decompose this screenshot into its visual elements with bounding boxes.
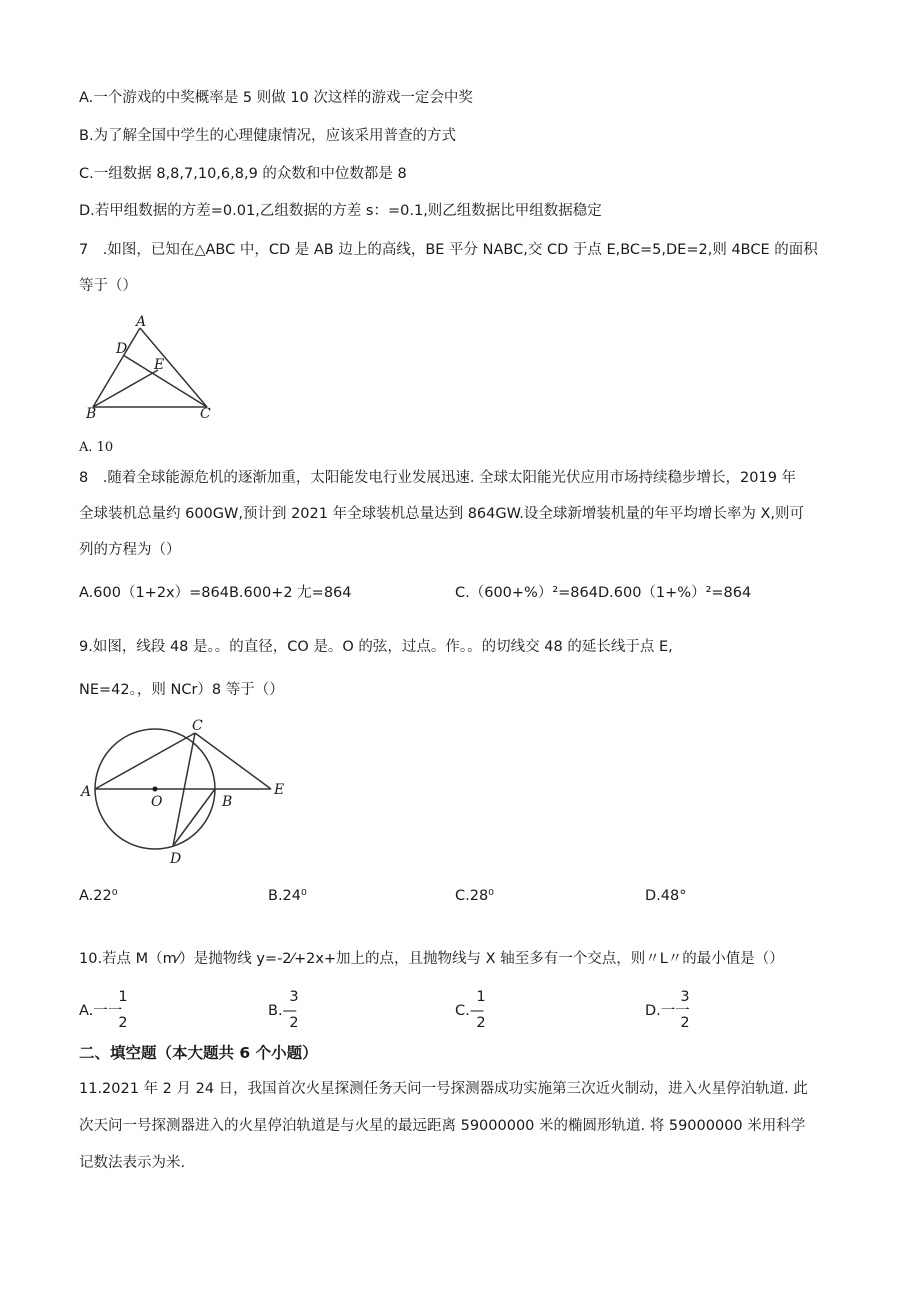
q9-option-c: C.28⁰ bbox=[455, 888, 494, 904]
q8-stem-line1: 8 .随着全球能源危机的逐渐加重，太阳能发电行业发展迅速. 全球太阳能光伏应用市场持续稳步增长，2019 年 bbox=[79, 470, 797, 486]
q6-option-b: B.为了解全国中学生的心理健康情况，应该采用普查的方式 bbox=[79, 128, 457, 144]
q8-stem-line2: 全球装机总量约 600GW,预计到 2021 年全球装机总量达到 864GW.设全球新增装机量的年平均增长率为 X,则可 bbox=[79, 506, 805, 522]
q7-label-e: E bbox=[154, 357, 165, 373]
q10-option-d-denominator: 2 bbox=[680, 1015, 690, 1031]
q10-option-b-denominator: 2 bbox=[289, 1015, 299, 1031]
q7-side-ab bbox=[93, 328, 140, 407]
q7-stem-line1: 7 .如图，已知在△ABC 中，CD 是 AB 边上的高线，BE 平分 NABC,交 CD 于点 E,BC=5,DE=2,则 4BCE 的面积 bbox=[79, 242, 818, 258]
q10-option-d-prefix: D.一一 bbox=[645, 1003, 690, 1019]
q9-stem-line1: 9.如图，线段 48 是。。的直径，CO 是。O 的弦，过点。作。。的切线交 48 的延长线于点 E, bbox=[79, 639, 673, 655]
q10-option-a-denominator: 2 bbox=[118, 1015, 128, 1031]
q10-stem: 10.若点 M（m⁄）是抛物线 y=-2⁄+2x+加上的点，且抛物线与 X 轴至多有一个交点，则〃L〃的最小值是（） bbox=[79, 951, 784, 967]
q6-option-a: A.一个游戏的中奖概率是 5 则做 10 次这样的游戏一定会中奖 bbox=[79, 90, 473, 106]
q11-stem-line3: 记数法表示为米. bbox=[79, 1155, 186, 1171]
q7-stem-line2: 等于（） bbox=[79, 278, 137, 294]
q9-tangent-ce bbox=[195, 733, 271, 789]
section-2-heading: 二、填空题（本大题共 6 个小题） bbox=[79, 1044, 318, 1062]
q9-label-c: C bbox=[192, 718, 203, 734]
q9-option-b: B.24⁰ bbox=[268, 888, 307, 904]
q10-option-a-numerator: 1 bbox=[118, 989, 128, 1005]
q9-label-a: A bbox=[81, 784, 92, 800]
q9-circle-figure bbox=[78, 715, 293, 875]
q10-option-d-numerator: 3 bbox=[680, 989, 690, 1005]
q9-label-o: O bbox=[151, 794, 163, 810]
q7-option-a: A. 10 bbox=[79, 440, 114, 455]
q9-option-d: D.48° bbox=[645, 888, 687, 904]
q7-label-b: B bbox=[86, 406, 97, 422]
q9-chord-ac bbox=[95, 733, 195, 789]
q8-options-cd: C.（600+%）²=864D.600（1+%）²=864 bbox=[455, 585, 752, 601]
q9-label-d: D bbox=[170, 851, 182, 867]
q7-side-ac bbox=[140, 328, 207, 407]
q9-center-dot bbox=[153, 787, 158, 792]
q10-option-b-prefix: B.— bbox=[268, 1003, 298, 1019]
q9-label-e: E bbox=[274, 782, 285, 798]
q10-option-c-denominator: 2 bbox=[476, 1015, 486, 1031]
q7-altitude-cd bbox=[123, 355, 207, 407]
q7-label-c: C bbox=[200, 406, 211, 422]
q10-option-c-numerator: 1 bbox=[476, 989, 486, 1005]
q9-label-b: B bbox=[222, 794, 233, 810]
q6-option-d: D.若甲组数据的方差=0.01,乙组数据的方差 s：=0.1,则乙组数据比甲组数据稳定 bbox=[79, 203, 602, 219]
q7-bisector-be bbox=[93, 370, 158, 407]
q7-label-a: A bbox=[136, 314, 147, 330]
q9-option-a: A.22⁰ bbox=[79, 888, 118, 904]
q10-option-c-prefix: C.— bbox=[455, 1003, 485, 1019]
q9-stem-line2: NE=42。，则 NCr）8 等于（） bbox=[79, 682, 284, 698]
q10-option-a-prefix: A.一一 bbox=[79, 1003, 123, 1019]
q8-stem-line3: 列的方程为（） bbox=[79, 542, 181, 558]
q7-triangle-figure bbox=[80, 312, 230, 427]
q11-stem-line1: 11.2021 年 2 月 24 日，我国首次火星探测任务天问一号探测器成功实施第三次近火制动，进入火星停泊轨道. 此 bbox=[79, 1081, 808, 1097]
q7-label-d: D bbox=[116, 341, 128, 357]
q8-options-ab: A.600（1+2x）=864B.600+2 尢=864 bbox=[79, 585, 352, 601]
q10-option-b-numerator: 3 bbox=[289, 989, 299, 1005]
q6-option-c: C.一组数据 8,8,7,10,6,8,9 的众数和中位数都是 8 bbox=[79, 166, 407, 182]
q11-stem-line2: 次天问一号探测器进入的火星停泊轨道是与火星的最远距离 59000000 米的椭圆形轨道. 将 59000000 米用科学 bbox=[79, 1118, 806, 1134]
